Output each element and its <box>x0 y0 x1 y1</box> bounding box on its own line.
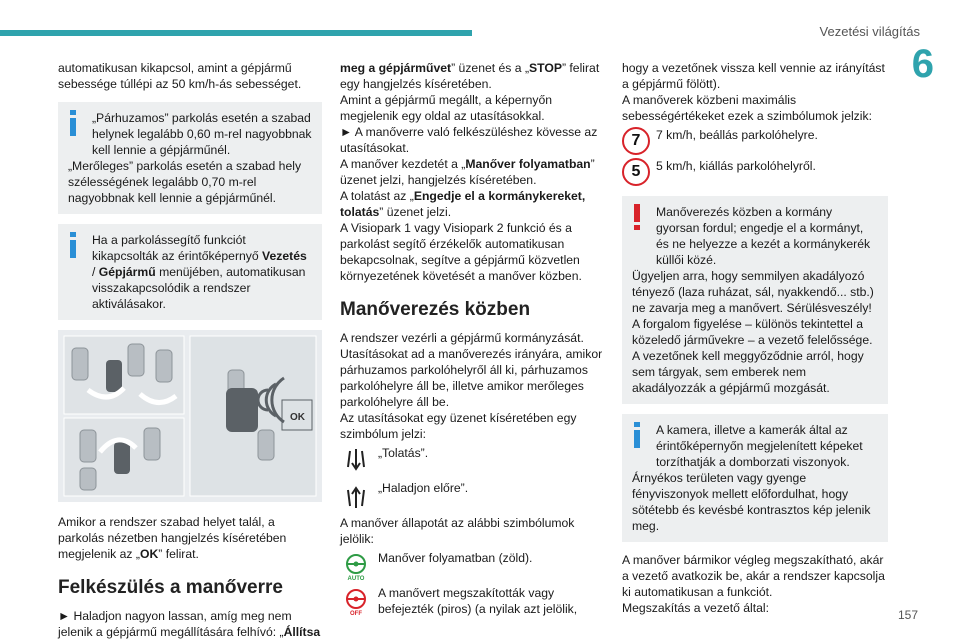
symbol-label: 5 km/h, kiállás parkolóhelyről. <box>656 159 816 173</box>
ok-label: OK <box>290 412 305 423</box>
info-text: „Párhuzamos” parkolás esetén a szabad helynek legalább 0,60 m-rel nagyobbnak kell lennie a gépjárműnél. <box>92 111 312 157</box>
paragraph: A Visiopark 1 vagy Visiopark 2 funkció és a parkolást segítő érzékelők automatikusan bekapcsolnak, segítve a gépjármű közvetlen környezetének követését a manőver közben. <box>340 221 582 283</box>
parking-illustration <box>58 330 322 502</box>
steering-wheel-off-icon <box>340 585 372 617</box>
heading-during: Manőverezés közben <box>340 299 531 320</box>
info-text: „Merőleges” parkolás esetén a szabad hely szélességének legalább 0,70 m-rel nagyobbnak kell lennie a gépjárműnél. <box>68 159 302 205</box>
paragraph: A manőver kezdetét a „Manőver folyamatban” üzenet jelzi, hangjelzés kíséretében. <box>340 157 595 187</box>
paragraph: automatikusan kikapcsol, amint a gépjármű sebessége túllépi az 50 km/h-ás sebességet. <box>58 61 302 91</box>
header-accent-bar <box>0 30 472 36</box>
symbol-off-row <box>340 585 604 617</box>
info-icon <box>630 422 644 450</box>
info-box-parking-space <box>58 102 322 214</box>
parking-diagram-illustration <box>58 330 322 502</box>
speed-5-row <box>622 158 888 186</box>
paragraph: Amint a gépjármű megállt, a képernyőn megjelenik egy oldal az utasításokkal. <box>340 93 553 123</box>
paragraph: ► Haladjon nagyon lassan, amíg meg nem jelenik a gépjármű megállítására felhívó: „Állítsa <box>58 609 321 639</box>
paragraph: Megszakítás a vezető által: <box>622 601 769 615</box>
section-title: Vezetési világítás <box>819 24 920 39</box>
warning-icon <box>630 204 644 232</box>
column-1 <box>58 60 322 640</box>
symbol-forward-row <box>340 480 604 512</box>
paragraph: Amikor a rendszer szabad helyet talál, a parkolás nézetben hangjelzés kíséretében megjelenik az „OK” felirat. <box>58 515 287 561</box>
paragraph: meg a gépjárművet” üzenet és a „STOP” felirat egy hangjelzés kíséretében. <box>340 61 600 91</box>
info-text: A kamera, illetve a kamerák által az érintőképernyőn megjelenített képeket torzíthatják a domborzati viszonyok. <box>656 423 863 469</box>
column-3 <box>622 60 888 616</box>
speed-limit-5-icon: 5 <box>622 158 650 186</box>
heading-prepare: Felkészülés a manőverre <box>58 577 283 598</box>
info-text: Ha a parkolássegítő funkciót kikapcsolták az érintőképernyő Vezetés / Gépjármű menüjében, automatikusan visszakapcsolódik a rendszer aktiválásakor. <box>92 233 307 311</box>
symbol-reverse-row <box>340 445 604 477</box>
paragraph: A manőverek közbeni maximális sebességértékeket ezek a szimbólumok jelzik: <box>622 93 872 123</box>
warning-text: Ügyeljen arra, hogy semmilyen akadályozó tényező (laza ruházat, sál, nyakkendő... stb.) ne zavarja meg a manővert. Sérülésveszély! <box>632 269 874 315</box>
symbol-auto-row <box>340 550 604 582</box>
paragraph: Az utasításokat egy üzenet kíséretében egy szimbólum jelzi: <box>340 411 577 441</box>
warning-text: Manőverezés közben a kormány gyorsan fordul; engedje el a kormányt, és ne helyezze a kezét a kormánykerék küllői közé. <box>656 205 871 267</box>
symbol-label: 7 km/h, beállás parkolóhelyre. <box>656 128 818 142</box>
info-icon <box>66 110 80 138</box>
paragraph: Utasításokat ad a manőverezés irányára, amikor párhuzamos parkolóhelyről áll ki, párhuzamos parkolóhelyre áll be, illetve amikor merőleges parkolóhelyre áll be. <box>340 347 603 409</box>
paragraph: hogy a vezetőnek vissza kell vennie az irányítást a gépjármű fölött). <box>622 61 885 91</box>
column-2 <box>340 60 604 620</box>
chapter-number: 6 <box>911 42 934 86</box>
info-box-deactivation <box>58 224 322 320</box>
symbol-label: A manővert megszakították vagy befejezték (piros) (a nyilak azt jelölik, <box>378 586 578 616</box>
forward-arrow-icon <box>340 480 372 512</box>
warning-text: A vezetőnek kell meggyőződnie arról, hogy sem tárgyak, sem emberek nem akadályozzák a gépjármű mozgását. <box>632 349 864 395</box>
page-number: 157 <box>897 608 918 622</box>
reverse-arrow-icon <box>340 445 372 477</box>
paragraph: A manőver bármikor végleg megszakítható, akár a vezető avatkozik be, akár a rendszer kapcsolja ki automatikusan a funkciót. <box>622 553 885 599</box>
paragraph: A manőver állapotát az alábbi szimbólumok jelölik: <box>340 516 575 546</box>
symbol-label: Manőver folyamatban (zöld). <box>378 551 533 565</box>
auto-label: AUTO <box>347 576 365 582</box>
info-icon <box>66 232 80 260</box>
speed-7-row <box>622 127 888 155</box>
paragraph: ► A manőverre való felkészüléshez kövesse az utasításokat. <box>340 125 598 155</box>
warning-box <box>622 196 888 404</box>
off-label: OFF <box>350 611 362 617</box>
info-box-camera <box>622 414 888 542</box>
paragraph: A rendszer vezérli a gépjármű kormányzását. <box>340 331 584 345</box>
warning-text: A forgalom figyelése – különös tekintettel a közeledő járművekre – a vezető felelőssége. <box>632 317 873 347</box>
speed-limit-7-icon: 7 <box>622 127 650 155</box>
symbol-label: „Tolatás”. <box>378 446 429 460</box>
paragraph: A tolatást az „Engedje el a kormánykereket, tolatás” üzenet jelzi. <box>340 189 586 219</box>
info-text: Árnyékos területen vagy gyenge fényviszonyok mellett előfordulhat, hogy sötétebb és kevésbé kontrasztos kép jelenik meg. <box>632 471 871 533</box>
steering-wheel-auto-icon <box>340 550 372 582</box>
symbol-label: „Haladjon előre”. <box>378 481 469 495</box>
